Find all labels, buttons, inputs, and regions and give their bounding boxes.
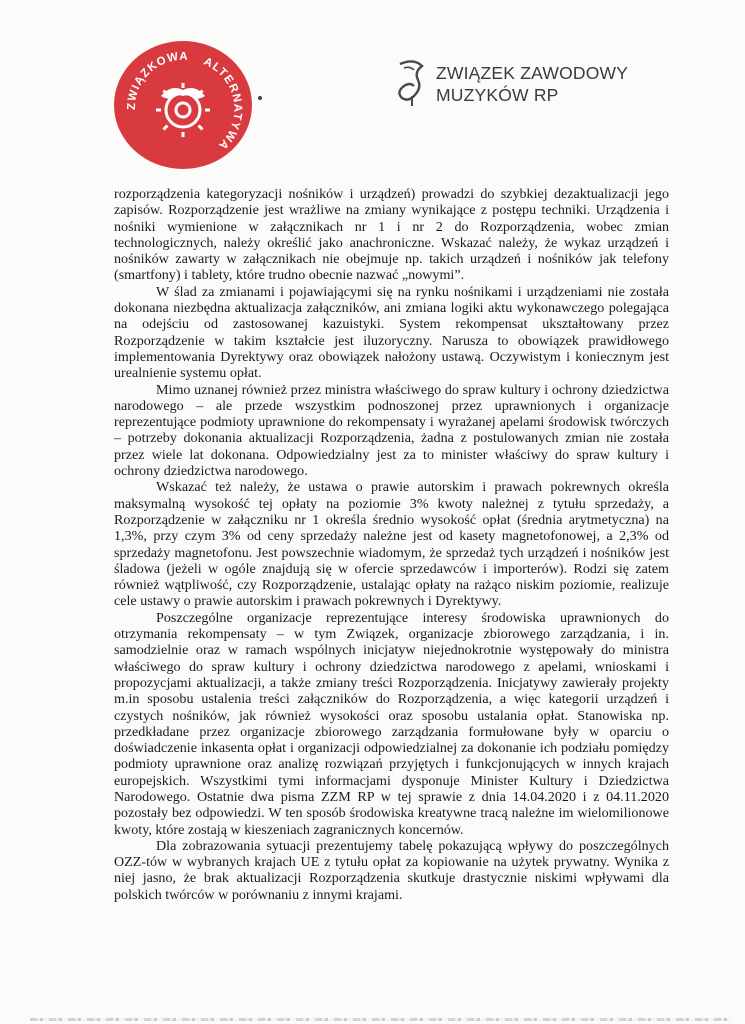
letter-body: [114, 186, 669, 903]
paragraph-fee-levels: Wskazać też należy, że ustawa o prawie autorskim i prawach pokrewnych określa maksymalną wysokość tej opłaty na poziomie 3% kwoty należnej z tytułu sprzedaży, a Rozporządzenie w załączniku nr 1 określa średnio wysokość opłat (średnia arytmetyczna) na 1,3%, przy czym 3% od ceny sprzedaży należne jest od kasety magnetofonowej, a 2,3% od sprzedaży magnetofonu. Jest powszechnie wiadomym, że sprzedaż tych urządzeń i nośników jest śladowa (jeżeli w ogóle znajdują się w ofercie sprzedawców i importerów). Rodzi się zatem również wątpliwość, czy Rozporządzenie, ustalając opłaty na rażąco niskim poziomie, realizuje cele ustawy o prawie autorskim i prawach pokrewnych i Dyrektywy.: [114, 479, 669, 610]
paragraph-minister-responsibility: Mimo uznanej również przez ministra właściwego do spraw kultury i ochrony dziedzictwa narodowego – ale przede wszystkim podnoszonej przez uprawnionych i organizacje reprezentujące podmioty uprawnione do rekompensaty i wyrażanej apelami środowisk twórczych – potrzeby dokonania aktualizacji Rozporządzenia, żadna z postulowanych zmian nie została przez wiele lat dokonana. Odpowiedzialny jest za to minister właściwy do spraw kultury i ochrony dziedzictwa narodowego.: [114, 381, 669, 480]
paragraph-catalogue-update: W ślad za zmianami i pojawiającymi się na rynku nośnikami i urządzeniami nie została dokonana niezbędna aktualizacja załączników, ani zmiana logiki aktu wykonawczego polegająca na odejściu od zastosowanej kazuistyki. System rekompensat ukształtowany przez Rozporządzenie w takim kształcie jest iluzoryczny. Narusza to obowiązek prawidłowego implementowania Dyrektywy oraz obowiązek nałożony ustawą. Oczywistym i koniecznym jest urealnienie systemu opłat.: [114, 283, 669, 382]
paragraph-organizations-initiatives: Poszczególne organizacje reprezentujące interesy środowiska uprawnionych do otrzymania rekompensaty – w tym Związek, organizacje zbiorowego zarządzania, i in. samodzielnie oraz w ramach wspólnych inicjatyw niejednokrotnie występowały do ministra właściwego do spraw kultury i ochrony dziedzictwa narodowego z apelami, wnioskami i propozycjami aktualizacji, a także zmiany treści Rozporządzenia. Inicjatywy zawierały projekty m.in sposobu ustalenia treści załączników do Rozporządzenia, a więc kategorii urządzeń i czystych nośników, jak również wysokości oraz sposobu ustalania opłat. Stanowiska np. przedkładane przez organizacje zbiorowego zarządzania formułowane były w oparciu o doświadczenie inkasenta opłat i organizacji odpowiedzialnej za dokonanie ich podziału pomiędzy podmioty uprawnione oraz analizę rozwiązań przyjętych i funkcjonujących w innych krajach europejskich. Wszystkimi tymi informacjami dysponuje Minister Kultury i Dziedzictwa Narodowego. Ostatnie dwa pisma ZZM RP w tej sprawie z dnia 14.04.2020 i z 04.11.2020 pozostały bez odpowiedzi. W ten sposób środowiska kreatywne tracą należne im wielomilionowe kwoty, które zostają w kieszeniach zagranicznych koncernów.: [114, 609, 669, 838]
paragraph-continuation: rozporządzenia kategoryzacji nośników i urządzeń) prowadzi do szybkiej dezaktualizacji jego zapisów. Rozporządzenie jest wrażliwe na zmiany wynikające z postępu techniki. Urządzenia i nośniki wymienione w załącznikach nr 1 i nr 2 do Rozporządzenia, wobec zmian technologicznych, należy określić jako anachroniczne. Wskazać należy, że wykaz urządzeń i nośników zawarty w załącznikach nie obejmuje np. takich urządzeń i nośników jak telefony (smartfony) i tablety, które trudno obecnie nazwać „nowymi”.: [114, 186, 669, 284]
scan-dot: [258, 96, 262, 100]
seal-text-top: ZWIĄZKOWA: [125, 50, 189, 111]
seal-text-right: ALTERNATYWA: [201, 55, 244, 153]
zzm-rp-logo: [392, 58, 652, 116]
scan-edge-artifact: [30, 1018, 730, 1021]
zzm-name-line-1: ZWIĄZEK ZAWODOWY: [436, 63, 629, 83]
zzm-name-line-2: MUZYKÓW RP: [436, 85, 559, 105]
letterhead: [0, 0, 745, 180]
zzm-rp-name: [436, 62, 628, 106]
music-note-icon: [392, 58, 430, 110]
paragraph-table-intro: Dla zobrazowania sytuacji prezentujemy tabelę pokazującą wpływy do poszczególnych OZZ-tów w wybranych krajach UE z tytułu opłat za kopiowanie na użytek prywatny. Wynika z niej jasno, że brak aktualizacji Rozporządzenia skutkuje drastycznie niskimi wpływami dla polskich twórców w porównaniu z innymi krajami.: [114, 837, 669, 903]
zwiazkowa-alternatywa-seal: [113, 40, 253, 170]
